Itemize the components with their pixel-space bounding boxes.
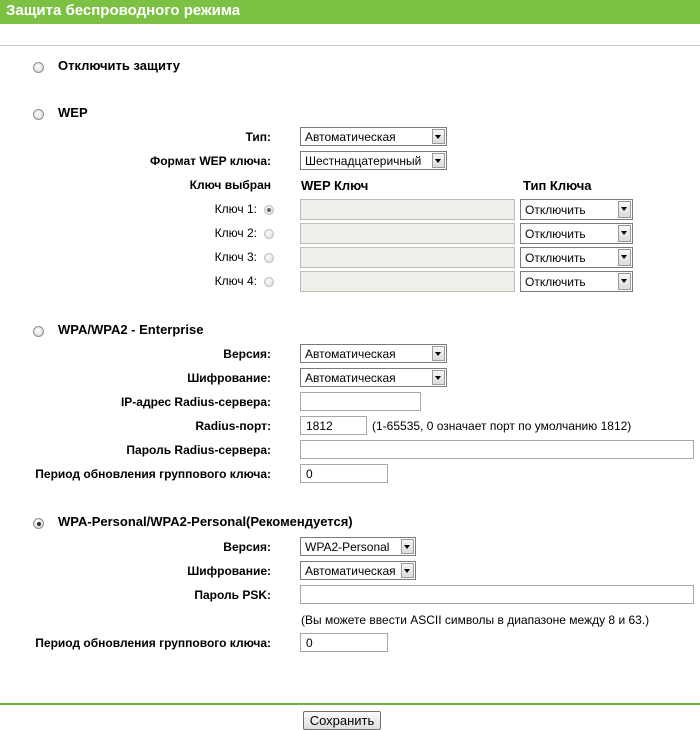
personal-group-key-input[interactable] [300, 633, 388, 652]
chevron-down-icon [432, 370, 445, 385]
bottom-divider [0, 703, 700, 705]
radius-port-label: Radius-порт: [195, 419, 271, 433]
wep-key3-radio[interactable] [264, 253, 274, 263]
wep-key4-radio[interactable] [264, 277, 274, 287]
wep-format-label: Формат WEP ключа: [149, 154, 271, 168]
wep-col-type: Тип Ключа [523, 178, 592, 193]
wep-key3-input[interactable] [300, 247, 515, 268]
chevron-down-icon [401, 563, 414, 578]
radius-password-input[interactable] [300, 440, 694, 459]
header-bar [0, 0, 700, 24]
chevron-down-icon [432, 129, 445, 144]
wep-key3-type-select[interactable]: Отключить [520, 247, 633, 268]
enterprise-group-key-input[interactable] [300, 464, 388, 483]
enterprise-encryption-label: Шифрование: [187, 371, 271, 385]
wep-col-key: WEP Ключ [301, 178, 369, 193]
wep-key4-label: Ключ 4: [214, 274, 257, 288]
wep-type-select[interactable]: Автоматическая [300, 127, 447, 146]
wep-key4-type-select[interactable]: Отключить [520, 271, 633, 292]
personal-radio[interactable] [33, 518, 44, 529]
disable-security-radio[interactable] [33, 62, 44, 73]
personal-version-select[interactable]: WPA2-Personal [300, 537, 416, 556]
chevron-down-icon [618, 273, 631, 290]
page-title: Защита беспроводного режима [6, 2, 241, 19]
wep-key1-type-select[interactable]: Отключить [520, 199, 633, 220]
wep-key1-radio[interactable] [264, 205, 274, 215]
psk-note: (Вы можете ввести ASCII символы в диапазоне между 8 и 63.) [301, 613, 650, 627]
chevron-down-icon [618, 225, 631, 242]
wep-key1-label: Ключ 1: [214, 202, 257, 216]
disable-security-label: Отключить защиту [58, 58, 180, 73]
wep-type-label: Тип: [245, 130, 271, 144]
radius-ip-input[interactable] [300, 392, 421, 411]
top-divider [0, 45, 700, 46]
wep-title: WEP [58, 105, 88, 120]
radius-ip-label: IP-адрес Radius-сервера: [120, 395, 271, 409]
wep-format-select[interactable]: Шестнадцатеричный [300, 151, 447, 170]
wep-key2-input[interactable] [300, 223, 515, 244]
personal-encryption-select[interactable]: Автоматическая [300, 561, 416, 580]
wep-key4-input[interactable] [300, 271, 515, 292]
save-button[interactable]: Сохранить [303, 711, 381, 730]
enterprise-title: WPA/WPA2 - Enterprise [58, 322, 204, 337]
enterprise-version-select[interactable]: Автоматическая [300, 344, 447, 363]
wep-key1-input[interactable] [300, 199, 515, 220]
wep-key2-label: Ключ 2: [214, 226, 257, 240]
psk-label: Пароль PSK: [194, 588, 271, 602]
chevron-down-icon [401, 539, 414, 554]
personal-title: WPA-Personal/WPA2-Personal(Рекомендуется) [58, 514, 353, 529]
personal-version-label: Версия: [223, 540, 271, 554]
chevron-down-icon [618, 249, 631, 266]
personal-group-key-label: Период обновления группового ключа: [35, 636, 271, 650]
wep-radio[interactable] [33, 109, 44, 120]
enterprise-version-label: Версия: [223, 347, 271, 361]
chevron-down-icon [432, 153, 445, 168]
radius-port-note: (1-65535, 0 означает порт по умолчанию 1812) [372, 419, 632, 433]
enterprise-encryption-select[interactable]: Автоматическая [300, 368, 447, 387]
enterprise-group-key-label: Период обновления группового ключа: [35, 467, 271, 481]
radius-password-label: Пароль Radius-сервера: [126, 443, 271, 457]
enterprise-radio[interactable] [33, 326, 44, 337]
radius-port-input[interactable] [300, 416, 367, 435]
wep-key3-label: Ключ 3: [214, 250, 257, 264]
wep-key2-radio[interactable] [264, 229, 274, 239]
psk-input[interactable] [300, 585, 694, 604]
chevron-down-icon [432, 346, 445, 361]
personal-encryption-label: Шифрование: [187, 564, 271, 578]
wep-key2-type-select[interactable]: Отключить [520, 223, 633, 244]
wep-col-selected: Ключ выбран [189, 178, 271, 192]
chevron-down-icon [618, 201, 631, 218]
